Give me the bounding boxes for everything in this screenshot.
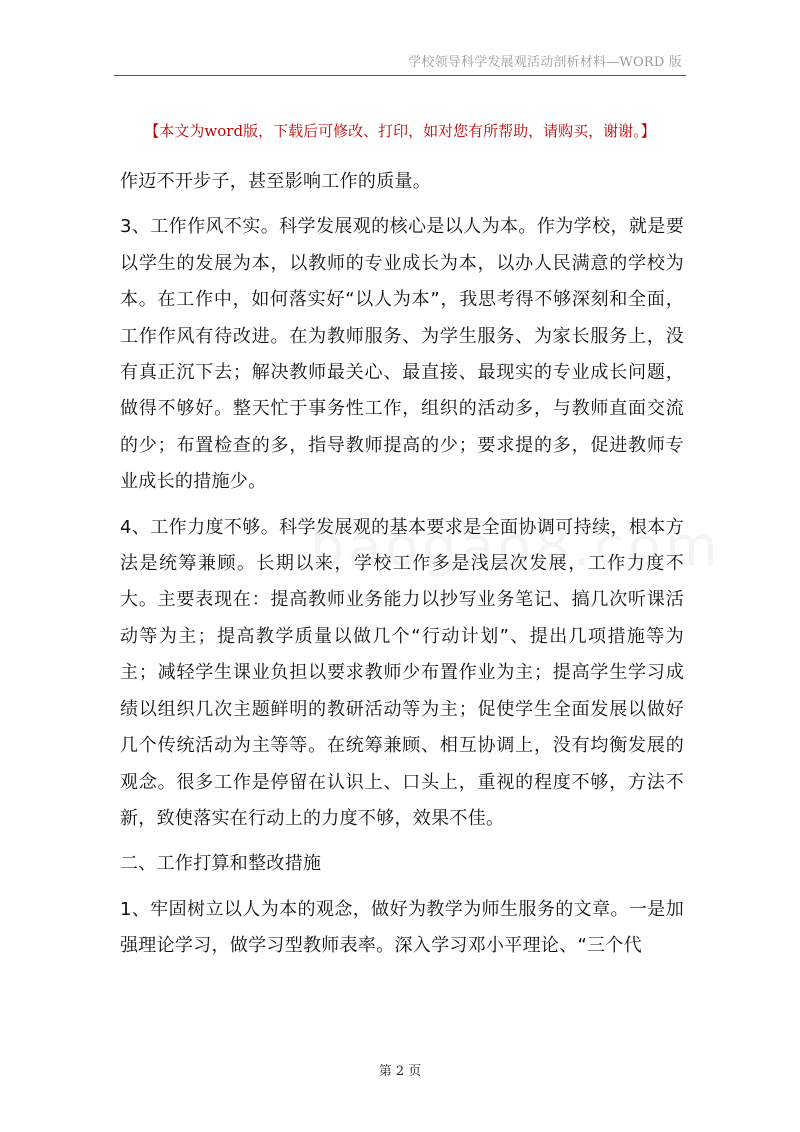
running-header: 学校领导科学发展观活动剖析材料—WORD 版 (408, 55, 682, 70)
purchase-notice: 【本文为word版，下载后可修改、打印，如对您有所帮助，请购买，谢谢。】 (144, 122, 656, 140)
page-number: 第 2 页 (378, 1064, 422, 1079)
section-heading-2: 二、工作打算和整改措施 (120, 853, 322, 875)
header-divider (114, 75, 686, 76)
document-body (120, 164, 684, 974)
paragraph-point-3: 3、工作作风不实。科学发展观的核心是以人为本。作为学校，就是要以学生的发展为本，以教师的专业成长为本，以办人民满意的学校为本。在工作中，如何落实好“以人为本”，我思考得不够深刻和全面，工作作风有待改进。在为教师服务、为学生服务、为家长服务上，没有真正沉下去；解决教师最关心、最直接、最现实的专业成长问题，做得不够好。整天忙于事务性工作，组织的活动多，与教师直面交流的少；布置检查的多，指导教师提高的少；要求提的多，促进教师专业成长的措施少。 (120, 216, 684, 493)
paragraph-measure-1: 1、牢固树立以人为本的观念，做好为教学为师生服务的文章。一是加强理论学习，做学习型教师表率。深入学习邓小平理论、“三个代 (120, 898, 684, 957)
paragraph-continuation: 作迈不开步子，甚至影响工作的质量。 (120, 171, 432, 192)
paragraph-point-4: 4、工作力度不够。科学发展观的基本要求是全面协调可持续，根本方法是统筹兼顾。长期以来，学校工作多是浅层次发展，工作力度不大。主要表现在：提高教师业务能力以抄写业务笔记、搞几次听课活动等为主；提高教学质量以做几个“行动计划”、提出几项措施等为主；减轻学生课业负担以要求教师少布置作业为主；提高学生学习成绩以组织几次主题鲜明的教研活动等为主；促使学生全面发展以做好几个传统活动为主等等。在统筹兼顾、相互协调上，没有均衡发展的观念。很多工作是停留在认识上、口头上，重视的程度不够，方法不新，致使落实在行动上的力度不够，效果不佳。 (120, 516, 684, 829)
